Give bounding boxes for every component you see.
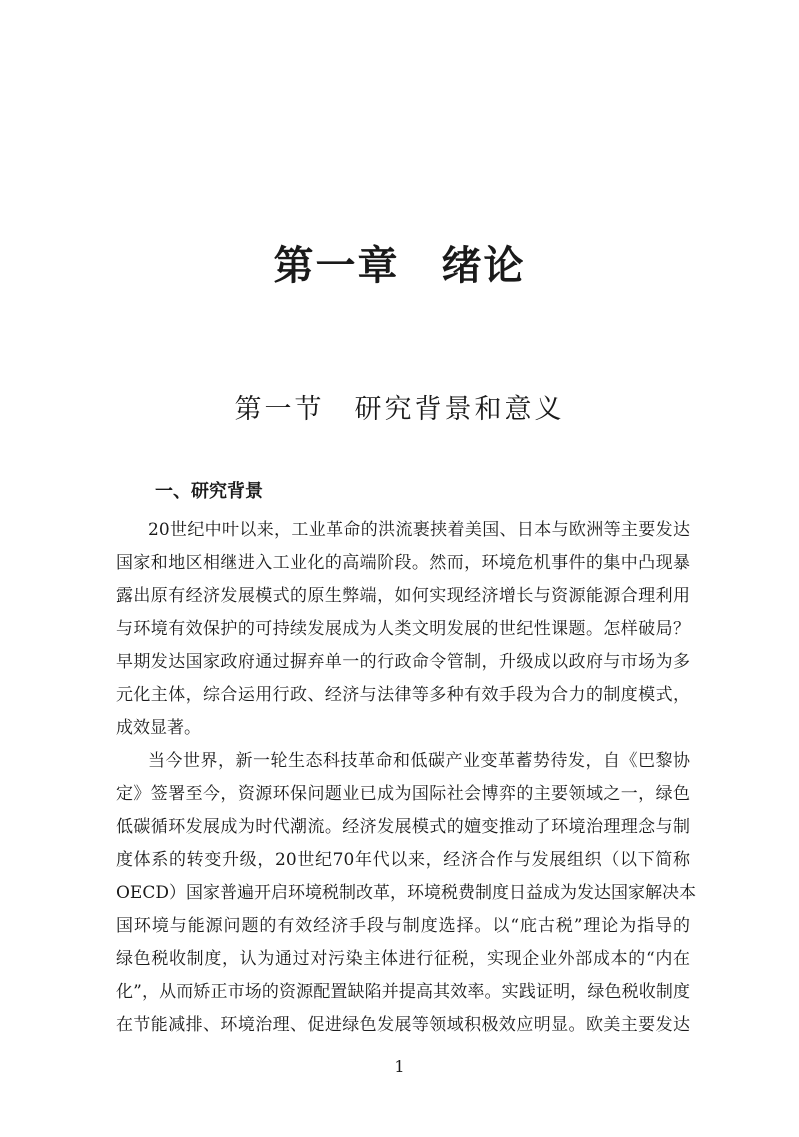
text-line: 早期发达国家政府通过摒弃单一的行政命令管制，升级成以政府与市场为多 bbox=[116, 652, 690, 672]
text-line: 低碳循环发展成为时代潮流。经济发展模式的嬗变推动了环境治理理念与制 bbox=[116, 817, 690, 837]
text-line: 成效显著。 bbox=[116, 718, 201, 738]
subsection-title: 一、研究背景 bbox=[155, 481, 263, 502]
section-title: 第一节 研究背景和意义 bbox=[234, 394, 565, 425]
text-line: 化”，从而矫正市场的资源配置缺陷并提高其效率。实践证明，绿色税收制度 bbox=[116, 982, 690, 1002]
text-line: 在节能减排、环境治理、促进绿色发展等领域积极效应明显。欧美主要发达 bbox=[116, 1015, 690, 1035]
chapter-title: 第一章 绪论 bbox=[273, 242, 526, 289]
text-line: 与环境有效保护的可持续发展成为人类文明发展的世纪性课题。怎样破局？ bbox=[116, 619, 690, 639]
text-line: 定》签署至今，资源环保问题业已成为国际社会博弈的主要领域之一，绿色 bbox=[116, 784, 690, 804]
text-line: 度体系的转变升级，20世纪70年代以来，经济合作与发展组织（以下简称 bbox=[116, 850, 690, 870]
text-line: 绿色税收制度，认为通过对污染主体进行征税，实现企业外部成本的“内在 bbox=[116, 949, 690, 969]
text-line: 露出原有经济发展模式的原生弊端，如何实现经济增长与资源能源合理利用 bbox=[116, 586, 690, 606]
text-line: 国环境与能源问题的有效经济手段与制度选择。以“庇古税”理论为指导的 bbox=[116, 916, 690, 936]
text-line: OECD）国家普遍开启环境税制改革，环境税费制度日益成为发达国家解决本 bbox=[116, 883, 696, 903]
text-line: 20世纪中叶以来，工业革命的洪流裹挟着美国、日本与欧洲等主要发达 bbox=[148, 520, 690, 540]
text-line: 元化主体，综合运用行政、经济与法律等多种有效手段为合力的制度模式， bbox=[116, 685, 690, 705]
page-number: 1 bbox=[394, 1057, 405, 1076]
text-line: 当今世界，新一轮生态科技革命和低碳产业变革蓄势待发，自《巴黎协 bbox=[148, 751, 690, 771]
text-line: 国家和地区相继进入工业化的高端阶段。然而，环境危机事件的集中凸现暴 bbox=[116, 553, 690, 573]
